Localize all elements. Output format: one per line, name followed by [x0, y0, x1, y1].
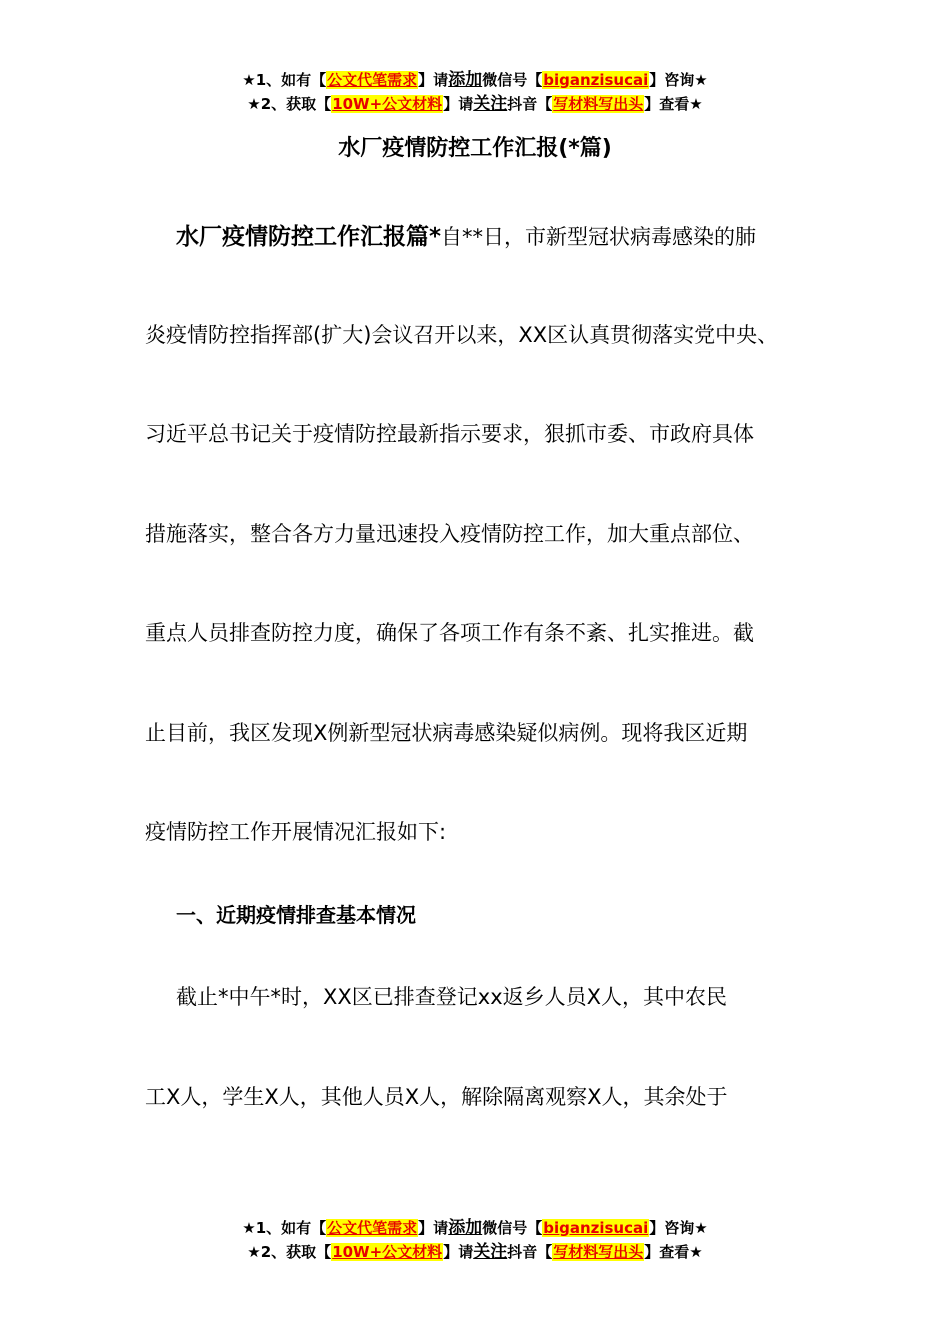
- banner-text: 】请: [443, 95, 474, 113]
- paragraph-line: 习近平总书记关于疫情防控最新指示要求，狠抓市委、市政府具体: [145, 422, 754, 446]
- banner-line-1: [0, 1216, 950, 1240]
- paragraph-lead: 水厂疫情防控工作汇报篇*: [176, 224, 442, 250]
- paragraph-line: 疫情防控工作开展情况汇报如下:: [145, 820, 447, 844]
- highlight-materials: 10W+公文材料: [332, 1243, 443, 1261]
- emphasis-follow: 关注: [473, 1242, 508, 1262]
- paragraph-line: 炎疫情防控指挥部(扩大)会议召开以来，XX区认真贯彻落实党中央、: [145, 323, 779, 347]
- banner-text: ★1、如有【: [242, 1219, 327, 1237]
- section-heading: 一、近期疫情排查基本情况: [176, 903, 416, 927]
- banner-line-2: [0, 92, 950, 116]
- banner-line-2: [0, 1240, 950, 1264]
- banner-text: 微信号【: [482, 1219, 543, 1237]
- banner-text: 】请: [418, 1219, 449, 1237]
- emphasis-add: 添加: [448, 1218, 483, 1238]
- paragraph-text: 自**日，市新型冠状病毒感染的肺: [441, 225, 757, 249]
- highlight-materials: 10W+公文材料: [332, 95, 443, 113]
- banner-text: ★2、获取【: [247, 95, 332, 113]
- emphasis-follow: 关注: [473, 94, 508, 114]
- banner-line-1: [0, 68, 950, 92]
- header-banner: [0, 68, 950, 116]
- banner-text: 】查看★: [644, 1243, 703, 1261]
- banner-text: 抖音【: [507, 1243, 553, 1261]
- highlight-wechat-id: biganzisucai: [543, 1219, 649, 1237]
- banner-text: ★1、如有【: [242, 71, 327, 89]
- banner-text: 】请: [418, 71, 449, 89]
- highlight-service: 公文代笔需求: [327, 1219, 418, 1237]
- highlight-douyin-id: 写材料写出头: [553, 1243, 644, 1261]
- highlight-douyin-id: 写材料写出头: [553, 95, 644, 113]
- emphasis-add: 添加: [448, 70, 483, 90]
- banner-text: 】咨询★: [649, 71, 708, 89]
- banner-text: 】咨询★: [649, 1219, 708, 1237]
- paragraph-line: 止目前，我区发现X例新型冠状病毒感染疑似病例。现将我区近期: [145, 721, 748, 745]
- highlight-wechat-id: biganzisucai: [543, 71, 649, 89]
- paragraph-line: [176, 220, 856, 254]
- paragraph-line: 截止*中午*时，XX区已排查登记xx返乡人员X人，其中农民: [176, 985, 728, 1009]
- document-title: 水厂疫情防控工作汇报(*篇): [338, 136, 612, 161]
- banner-text: ★2、获取【: [247, 1243, 332, 1261]
- paragraph-line: 措施落实，整合各方力量迅速投入疫情防控工作，加大重点部位、: [145, 522, 754, 546]
- footer-banner: [0, 1216, 950, 1264]
- banner-text: 抖音【: [507, 95, 553, 113]
- banner-text: 微信号【: [482, 71, 543, 89]
- banner-text: 】查看★: [644, 95, 703, 113]
- banner-text: 】请: [443, 1243, 474, 1261]
- paragraph-line: 工X人，学生X人，其他人员X人，解除隔离观察X人，其余处于: [145, 1085, 728, 1109]
- highlight-service: 公文代笔需求: [327, 71, 418, 89]
- paragraph-line: 重点人员排查防控力度，确保了各项工作有条不紊、扎实推进。截: [145, 621, 754, 645]
